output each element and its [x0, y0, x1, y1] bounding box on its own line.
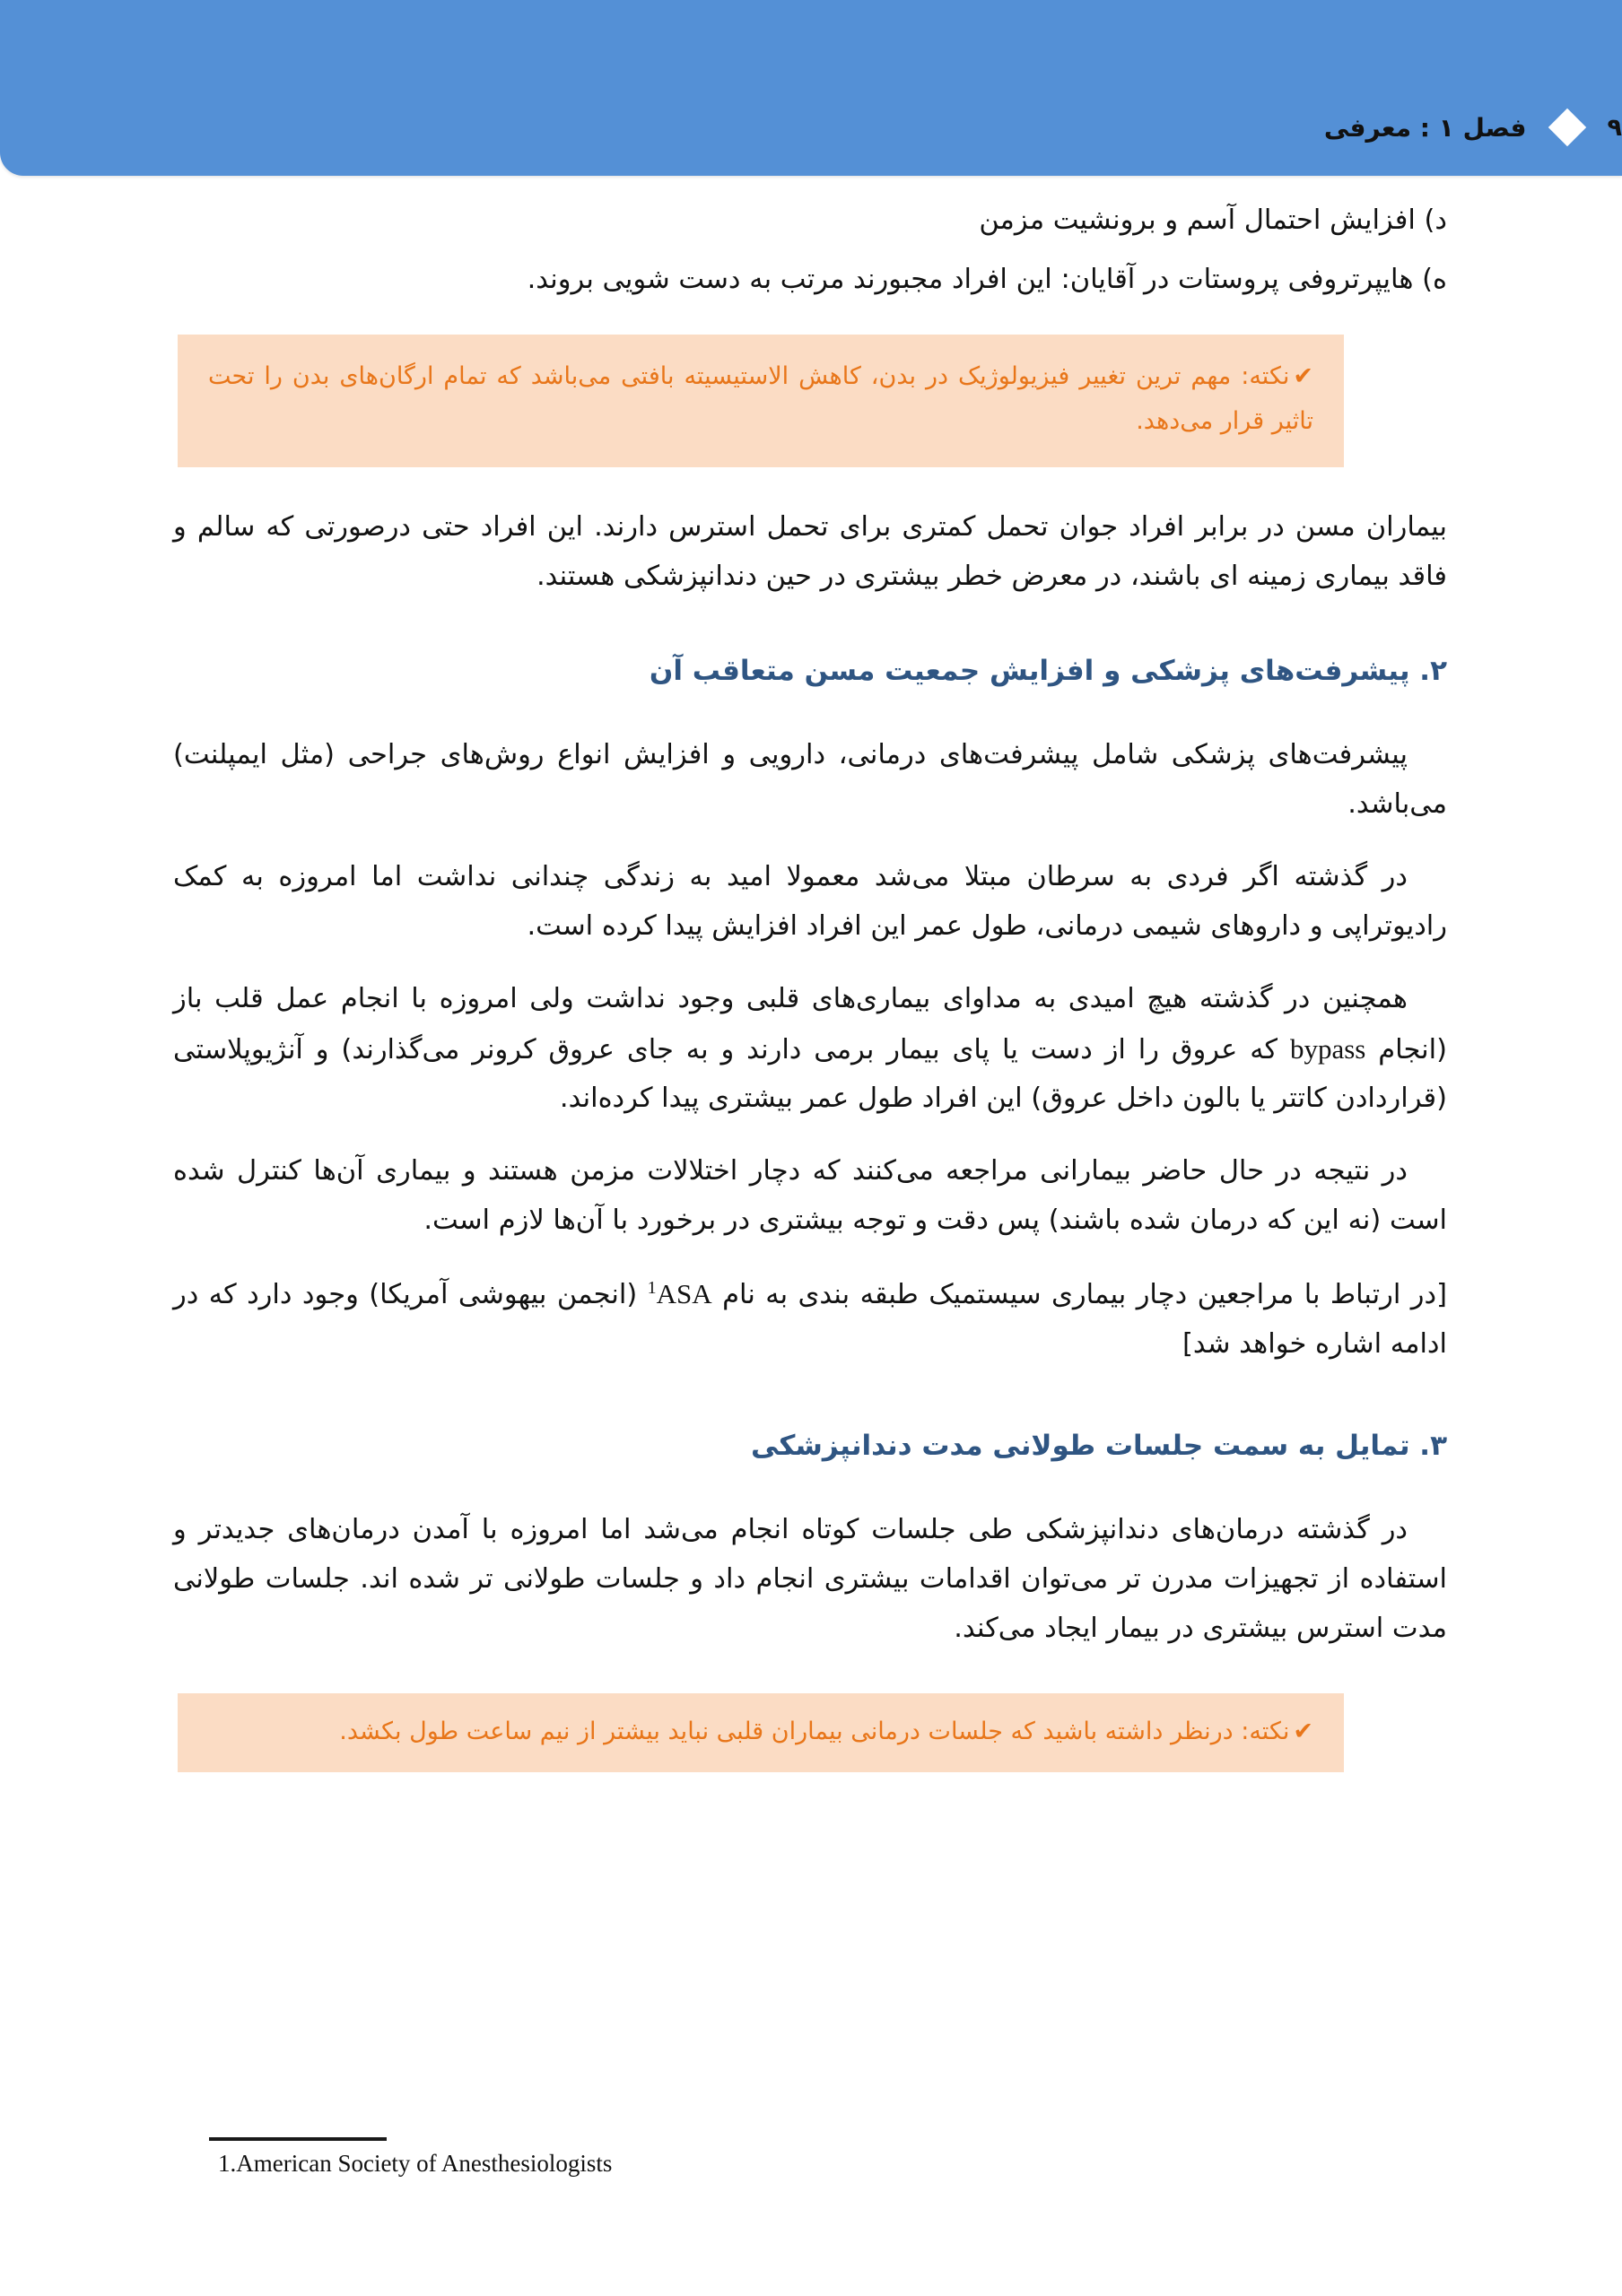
paragraph-heart-surgery	[173, 975, 1447, 1125]
paragraph-chronic-conditions: در نتیجه در حال حاضر بیمارانی مراجعه می‌کنند که دچار اختلالات مزمن هستند و بیماری آن‌ها کنترل شده است (نه این که درمان شده باشند) پس دقت و توجه بیشتری در برخورد با آن‌ها لازم است.	[173, 1155, 1447, 1237]
page-content	[173, 197, 1447, 1772]
diamond-icon	[1548, 109, 1585, 146]
section-heading-3: ۳. تمایل به سمت جلسات طولانی مدت دندانپزشکی	[751, 1429, 1447, 1462]
term-bypass: bypass	[1289, 1032, 1366, 1065]
paragraph-elderly-patients: بیماران مسن در برابر افراد جوان تحمل کمتری برای تحمل استرس دارند. این افراد حتی درصورتی که سالم و فاقد بیماری زمینه ای باشند، در معرض خطر بیشتری در حین دندانپزشکی هستند.	[173, 510, 1447, 592]
section-heading-3-wrapper	[173, 1425, 1447, 1467]
footnote-area	[184, 2137, 991, 2178]
paragraph-heart-part-1: همچنین در گذشته هیچ امیدی به مداوای بیماری‌های قلبی وجود نداشت ولی امروزه با انجام عمل قلب باز (انجام	[173, 982, 1447, 1065]
paragraph-heart-part-2: که عروق را از دست یا پای بیمار برمی دارند و به جای عروق کرونر می‌گذارند) و آنژیوپلاستی (قراردادن کاتتر یا بالون داخل عروق) این افراد طول عمر بیشتری پیدا کرده‌اند.	[173, 1033, 1447, 1115]
check-icon: ✔	[1293, 361, 1313, 390]
paragraph-asa-part-2: (انجمن بیهوشی آمریکا) وجود دارد که در ادامه اشاره خواهد شد]	[173, 1279, 1447, 1360]
paragraph-asa-part-1: [در ارتباط با مراجعین دچار بیماری سیستمیک طبقه بندی به نام	[711, 1279, 1447, 1311]
paragraph-asa-classification	[173, 1269, 1447, 1370]
paragraph-cancer-survival: در گذشته اگر فردی به سرطان مبتلا می‌شد معمولا امید به زندگی چندانی نداشت اما امروزه به کمک رادیوتراپی و داروهای شیمی درمانی، طول عمر این افراد افزایش پیدا کرده است.	[173, 860, 1447, 942]
list-item: ه) هایپرتروفی پروستات در آقایان: این افراد مجبورند مرتب به دست شویی بروند.	[527, 264, 1447, 296]
note-box-callout	[178, 1693, 1344, 1772]
note-text: نکته: درنظر داشته باشید که جلسات درمانی بیماران قلبی نباید بیشتر از نیم ساعت طول بکشد.	[339, 1718, 1290, 1746]
footnote-marker: 1	[647, 1277, 657, 1298]
chapter-title: فصل ۱ : معرفی	[1323, 112, 1527, 143]
footnote-divider	[209, 2137, 387, 2141]
note-box-callout	[178, 335, 1344, 467]
paragraph-long-sessions: در گذشته درمان‌های دندانپزشکی طی جلسات کوتاه انجام می‌شد اما امروزه با آمدن درمان‌های جدیدتر و استفاده از تجهیزات مدرن تر می‌توان اقدامات بیشتری انجام داد و جلسات طولانی تر شده اند. جلسات طولانی مدت استرس بیشتری در بیمار ایجاد می‌کند.	[173, 1514, 1447, 1645]
footnote-text: 1.American Society of Anesthesiologists	[218, 2150, 613, 2177]
section-heading-2: ۲. پیشرفت‌های پزشکی و افزایش جمعیت مسن متعاقب آن	[649, 654, 1447, 687]
section-heading-2-wrapper	[173, 650, 1447, 692]
paragraph-medical-advances: پیشرفت‌های پزشکی شامل پیشرفت‌های درمانی، دارویی و افزایش انواع روش‌های جراحی (مثل ایمپلنت) می‌باشد.	[173, 739, 1447, 820]
page-number: ۹	[1607, 113, 1622, 142]
page-header-content	[0, 102, 1622, 152]
list-item: د) افزایش احتمال آسم و برونشیت مزمن	[979, 204, 1447, 236]
page-header-band	[0, 0, 1622, 176]
check-icon: ✔	[1293, 1718, 1313, 1746]
term-asa: ASA	[656, 1278, 712, 1310]
note-text: نکته: مهم ترین تغییر فیزیولوژیک در بدن، کاهش الاستیسیته بافتی می‌باشد که تمام ارگان‌های بدن را تحت تاثیر قرار می‌دهد.	[208, 361, 1313, 435]
